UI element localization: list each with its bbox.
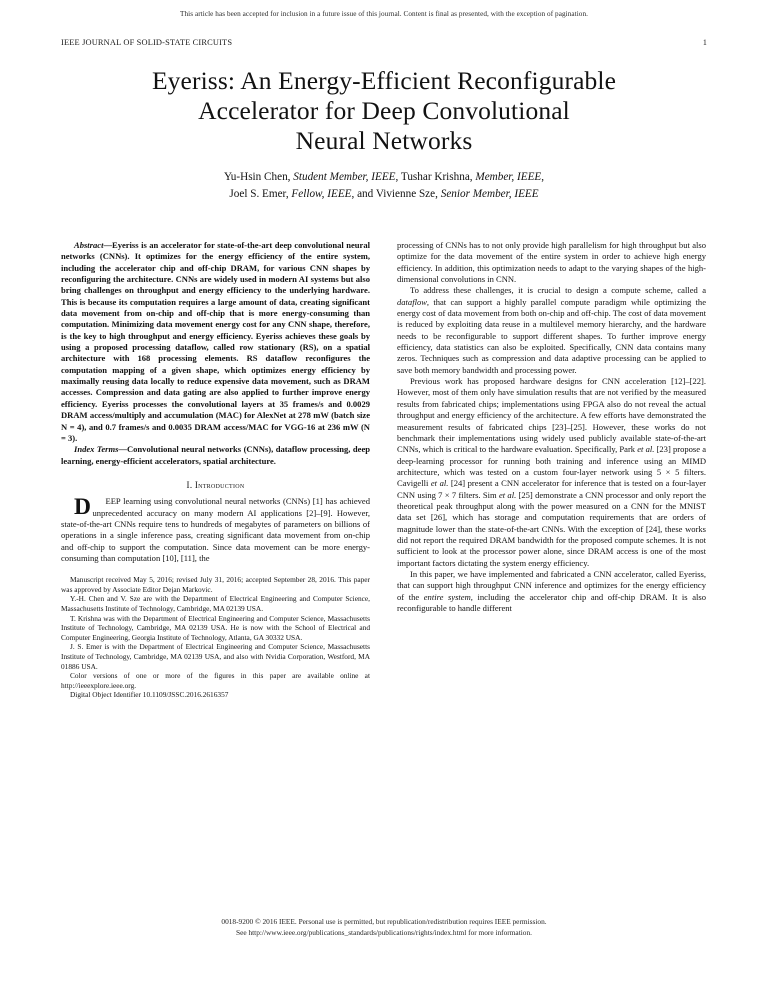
etal-park: et al. bbox=[637, 444, 655, 455]
author-line-1 bbox=[84, 169, 684, 186]
right-paragraph-1: processing of CNNs has to not only provide high parallelism for high throughput but also optimize for the data movement of the entire system in order to achieve high energy efficiency. In addition, this optimization needs to adapt to the varying shapes of the high-dimensional convolutions in CNN. bbox=[397, 240, 706, 285]
title-line-3: Neural Networks bbox=[295, 126, 473, 155]
term-dataflow: dataflow bbox=[397, 296, 427, 307]
index-terms-dash: — bbox=[118, 444, 127, 455]
title-line-1: Eyeriss: An Energy-Efficient Reconfigurable bbox=[151, 66, 617, 95]
author-line-1-sep: , bbox=[541, 171, 545, 183]
page-number: 1 bbox=[702, 38, 707, 47]
right-p4-part-b: , including the accelerator chip and off-chip DRAM. It is also reconfigurable to handle different bbox=[397, 591, 707, 613]
author-name-chen: Yu-Hsin Chen, bbox=[223, 171, 294, 183]
abstract-label: Abstract bbox=[74, 240, 104, 250]
author-grade-krishna: Member, IEEE bbox=[475, 171, 542, 183]
left-column bbox=[61, 240, 370, 700]
author-grade-sze: Senior Member, IEEE bbox=[440, 187, 539, 200]
right-column bbox=[397, 240, 706, 614]
intro-paragraph-1 bbox=[61, 496, 370, 564]
copyright-line-2: See http://www.ieee.org/publications_standards/publications/rights/index.html for more information. bbox=[236, 927, 532, 937]
copyright-line-1: 0018-9200 © 2016 IEEE. Personal use is permitted, but republication/redistribution requires IEEE permission. bbox=[221, 917, 547, 926]
footnote-manuscript-dates: Manuscript received May 5, 2016; revised July 31, 2016; accepted September 28, 2016. This paper was approved by Associate Editor Dejan Markovic. bbox=[61, 575, 370, 594]
intro-body: learning using convolutional neural networks (CNNs) [1] has achieved unprecedented accuracy on many modern AI applications [2]–[9]. However, state-of-the-art CNNs require tens to hundreds of megabytes of parameters on billions of operations in a single inference pass, creating significant data movement from on-chip and off-chip to support the computation. Since data movement can be more energy-consuming than computation [10], [11], the bbox=[61, 496, 370, 563]
footnote-affiliation-krishna: T. Krishna was with the Department of Electrical Engineering and Computer Science, Massachusetts Institute of Technology, Cambridge, MA 02139 USA. He is now with the School of Electrical and Computer Engineering, Georgia Institute of Technology, Atlanta, GA 30332 USA. bbox=[61, 613, 370, 642]
author-name-emer: Joel S. Emer, bbox=[229, 187, 292, 200]
footnote-affiliation-chen-sze: Y.-H. Chen and V. Sze are with the Department of Electrical Engineering and Computer Science, Massachusetts Institute of Technology, Cambridge, MA 02139 USA. bbox=[61, 594, 370, 614]
footnote-doi: Digital Object Identifier 10.1109/JSSC.2016.2616357 bbox=[70, 690, 229, 700]
drop-cap: D bbox=[74, 494, 91, 521]
author-line-2 bbox=[84, 186, 684, 203]
etal-sim: et al. bbox=[498, 489, 517, 500]
author-name-krishna: , Tushar Krishna, bbox=[395, 171, 476, 183]
abstract-body: Eyeriss is an accelerator for state-of-the-art deep convolutional neural networks (CNNs). It optimizes for the energy efficiency of the entire system, including the accelerator chip and off-chip DRAM, for various CNN shapes by reconfiguring the architecture. CNNs are widely used in modern AI systems but also bring challenges on throughput and energy efficiency to the underlying hardware. This is because its computation requires a large amount of data, creating significant data movement from on-chip and off-chip that is more energy-consuming than computation. Minimizing data movement energy cost for any CNN shape, therefore, is the key to high throughput and energy efficiency. Eyeriss achieves these goals by using a proposed processing dataflow, called row stationary (RS), on a spatial architecture with 168 processing elements. RS dataflow reconfigures the computation mapping of a given shape, which optimizes energy efficiency by maximally reusing data locally to reduce expensive data movement, such as DRAM accesses. Compression and data gating are also applied to further improve energy efficiency. Eyeriss processes the convolutional layers at 35 frames/s and 0.0029 DRAM access/multiply and accumulation (MAC) for AlexNet at 278 mW (batch size N = 4), and 0.7 frames/s and 0.0035 DRAM access/MAC for VGG-16 at 236 mW (N = 3). bbox=[61, 240, 370, 443]
index-terms-paragraph bbox=[61, 444, 370, 467]
right-p2-part-a: To address these challenges, it is crucial to design a compute scheme, called a bbox=[410, 285, 706, 296]
right-p3-part-b: [23] propose a deep-learning processor for running both training and inference using an MIMD architecture, which was tested on a custom four-layer network using 5 × 5 filters. Cavigelli bbox=[397, 444, 707, 489]
author-name-sze: , and Vivienne Sze, bbox=[351, 187, 441, 200]
copyright-footer bbox=[0, 917, 768, 938]
intro-smallcaps: EEP bbox=[105, 496, 121, 507]
page-title bbox=[84, 66, 684, 156]
author-grade-chen: Student Member, IEEE bbox=[293, 171, 396, 183]
accepted-notice: This article has been accepted for inclusion in a future issue of this journal. Content is final as presented, with the exception of pagination. bbox=[180, 10, 588, 18]
right-p4-part-a: In this paper, we have implemented and fabricated a CNN accelerator, called Eyeriss, that can support high throughput CNN inference and optimizes for the energy efficiency of the bbox=[397, 568, 706, 602]
footnote-block bbox=[61, 575, 370, 700]
section-heading-introduction bbox=[61, 480, 370, 491]
footnote-color-versions: Color versions of one or more of the figures in this paper are available online at http://ieeexplore.ieee.org. bbox=[61, 671, 370, 690]
term-entire-system: entire system bbox=[423, 591, 471, 602]
right-p2-part-b: , that can support a highly parallel compute paradigm while optimizing the energy cost of data movement from both on-chip and off-chip. The cost of data movement is reduced by exploiting data reuse in a multilevel memory hierarchy, and the hardware needs to be reconfigurable to support different shapes. To further improve energy efficiency, data statistics can also be exploited. Specifically, CNN data contains many zeros. Techniques such as compression and data adaptive processing can be applied to save both memory bandwidth and processing power. bbox=[397, 296, 706, 375]
index-terms-label: Index Terms bbox=[74, 444, 119, 455]
right-p3-part-a: Previous work has proposed hardware designs for CNN acceleration [12]–[22]. However, most of them only have simulation results that are not verified by the measured results from fabricated chips; implementations using FPGA also do not reveal the actual throughput and energy efficiency of the architecture. A few efforts have demonstrated the measurement results of fabricated chips [23]–[25]. However, these works do not benchmark their implementations using widely used publicly available state-of-the-art CNNs, which is critical to the hardware evaluation. Specifically, Park bbox=[397, 376, 706, 455]
right-paragraph-4 bbox=[397, 569, 706, 614]
abstract-dash: — bbox=[103, 240, 112, 250]
running-head bbox=[61, 38, 707, 47]
footnote-affiliation-emer: J. S. Emer is with the Department of Electrical Engineering and Computer Science, Massachusetts Institute of Technology, Cambridge, MA 02139 USA, and also with Nvidia Corporation, Westford, MA 01886 USA. bbox=[61, 642, 370, 671]
section-numeral: I. bbox=[186, 479, 193, 490]
author-list bbox=[84, 169, 684, 202]
author-grade-emer: Fellow, IEEE bbox=[291, 187, 352, 200]
right-paragraph-3 bbox=[397, 376, 706, 569]
abstract-paragraph bbox=[61, 240, 370, 444]
title-block bbox=[84, 66, 684, 202]
journal-name: IEEE JOURNAL OF SOLID-STATE CIRCUITS bbox=[61, 38, 233, 47]
section-title: Introduction bbox=[194, 479, 245, 490]
right-paragraph-2 bbox=[397, 285, 706, 376]
right-p3-part-d: [25] demonstrate a CNN processor and only report the theoretical peak throughput along with the power measured on a CNN for the MNIST data set [26], which has storage and computation requirements that are orders of magnitude lower than the state-of-the-art CNNs. With the exception of [24], these works did not report the required DRAM bandwidth for the proposed compute schemes. It is not sufficient to look at the processor power alone, since DRAM access is one of the most important factors dictating the system energy efficiency. bbox=[397, 489, 706, 568]
title-line-2: Accelerator for Deep Convolutional bbox=[198, 96, 570, 125]
index-terms-body: Convolutional neural networks (CNNs), dataflow processing, deep learning, energy-efficient accelerators, spatial architecture. bbox=[61, 444, 370, 466]
etal-cavigelli: et al. bbox=[430, 478, 449, 489]
right-p3-part-c: [24] present a CNN accelerator for inference that is tested on a four-layer CNN using 7 × 7 filters. Sim bbox=[397, 478, 706, 500]
